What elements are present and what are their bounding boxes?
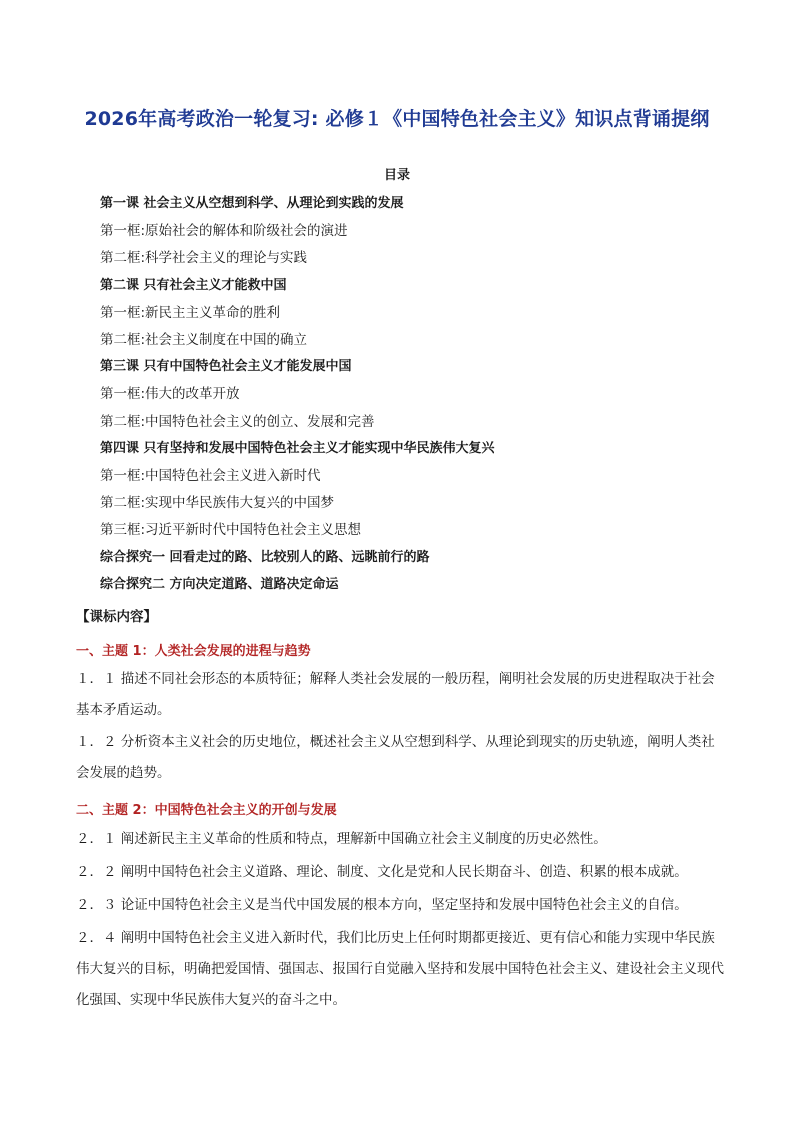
- toc-entry: 第一框:原始社会的解体和阶级社会的演进: [100, 223, 348, 240]
- topic-heading-1: 一、主题 1：人类社会发展的进程与趋势: [76, 644, 311, 659]
- toc-entry: 第二课 只有社会主义才能救中国: [100, 277, 287, 293]
- section-label: 【课标内容】: [76, 609, 157, 625]
- paragraph-1-1: １．１ 描述不同社会形态的本质特征；解释人类社会发展的一般历程，阐明社会发展的历史进程取决于社会基本矛盾运动。: [76, 671, 715, 718]
- toc-entry: 第一框:中国特色社会主义进入新时代: [100, 468, 321, 484]
- toc-entry: 第一框:伟大的改革开放: [100, 386, 240, 403]
- toc-entry: 综合探究一 回看走过的路、比较别人的路、远眺前行的路: [100, 549, 430, 565]
- toc-entry: 综合探究二 方向决定道路、道路决定命运: [100, 576, 339, 592]
- toc-entry: 第三课 只有中国特色社会主义才能发展中国: [100, 359, 352, 375]
- document-title: 2026年高考政治一轮复习: 必修１《中国特色社会主义》知识点背诵提纲: [84, 108, 710, 130]
- paragraph-2-1: ２．１ 阐述新民主主义革命的性质和特点，理解新中国确立社会主义制度的历史必然性。: [76, 831, 607, 847]
- paragraph-1-2: １．２ 分析资本主义社会的历史地位，概述社会主义从空想到科学、从理论到现实的历史轨迹，阐明人类社会发展的趋势。: [76, 734, 715, 781]
- toc-entry: 第一课 社会主义从空想到科学、从理论到实践的发展: [100, 196, 404, 211]
- toc-entry: 第二框:科学社会主义的理论与实践: [100, 250, 308, 267]
- toc-entry: 第二框:中国特色社会主义的创立、发展和完善: [100, 413, 375, 430]
- topic-heading-2: 二、主题 2：中国特色社会主义的开创与发展: [76, 803, 337, 818]
- paragraph-2-3: ２．３ 论证中国特色社会主义是当代中国发展的根本方向，坚定坚持和发展中国特色社会主义的自信。: [76, 897, 688, 913]
- toc-entry: 第一框:新民主主义革命的胜利: [100, 304, 281, 321]
- toc-heading: 目录: [383, 168, 410, 183]
- paragraph-2-4: ２．４ 阐明中国特色社会主义进入新时代，我们比历史上任何时期都更接近、更有信心和能力实现中华民族伟大复兴的目标，明确把爱国情、强国志、报国行自觉融入坚持和发展中国特色社会主义、建设社会主义现代化强国、实现中华民族伟大复兴的奋斗之中。: [76, 930, 724, 1008]
- toc-entry: 第四课 只有坚持和发展中国特色社会主义才能实现中华民族伟大复兴: [100, 440, 495, 456]
- toc-entry: 第二框:实现中华民族伟大复兴的中国梦: [100, 495, 335, 512]
- toc-entry: 第二框:社会主义制度在中国的确立: [100, 332, 308, 348]
- toc-entry: 第三框:习近平新时代中国特色社会主义思想: [100, 522, 362, 539]
- paragraph-2-2: ２．２ 阐明中国特色社会主义道路、理论、制度、文化是党和人民长期奋斗、创造、积累的根本成就。: [76, 864, 688, 880]
